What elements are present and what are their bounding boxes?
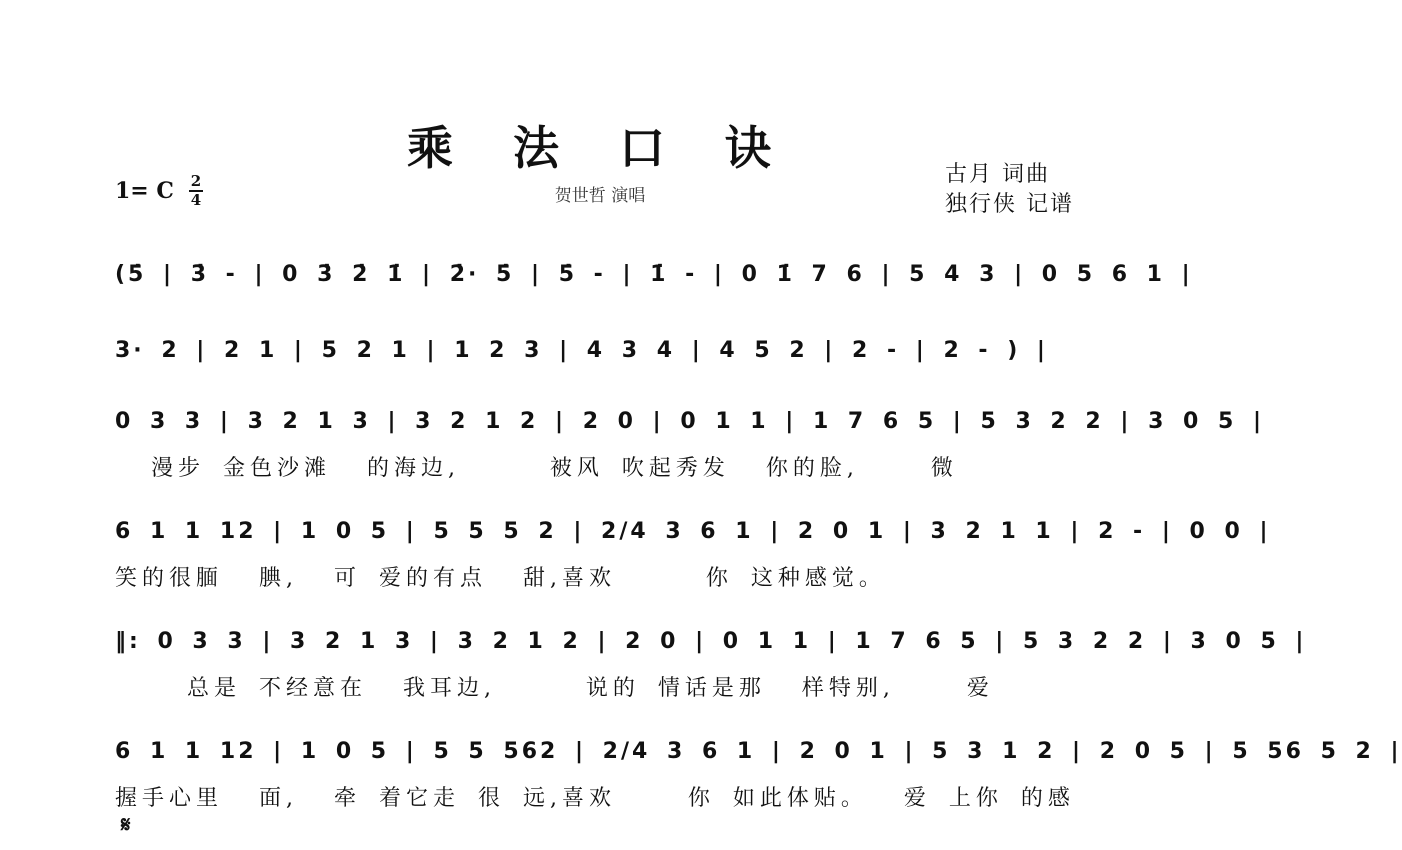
- notation-row: 3· 2 | 2 1 | 5 2 1 | 1 2 3 | 4 3 4 | 4 5 2 | 2 - | 2 - ) |: [115, 338, 1048, 363]
- singer-credit: 贺世哲 演唱: [554, 186, 646, 206]
- notation-row: 6 1 1 12 | 1 0 5 | 5 5 562 | 2/4 3 6 1 | 2 0 1 | 5 3 1 2 | 2 0 5 | 5 56 5 2 |: [115, 739, 1402, 764]
- lyric-row: 握手心里 面, 牵 着它走 很 远,喜欢 你 如此体贴。 爱 上你 的感: [115, 786, 1075, 811]
- lyric-row: 漫步 金色沙滩 的海边, 被风 吹起秀发 你的脸, 微: [115, 456, 958, 481]
- score-line-3: [115, 405, 1264, 482]
- score-line-5: [115, 625, 1307, 702]
- notation-row: ‖: 0 3 3 | 3 2 1 3 | 3 2 1 2 | 2 0 | 0 1 1 | 1 7 6 5 | 5 3 2 2 | 3 0 5 |: [115, 629, 1307, 654]
- lyric-row: 笑的很腼 腆, 可 爱的有点 甜,喜欢 你 这种感觉。: [115, 566, 886, 591]
- lyric-row: 总是 不经意在 我耳边, 说的 情话是那 样特别, 爱: [115, 676, 994, 701]
- lyricist-composer: 古月 词曲: [945, 162, 1050, 187]
- score-line-6: [115, 735, 1402, 812]
- score-line-4: [115, 515, 1271, 592]
- segno-sign: 𝄋: [121, 813, 131, 838]
- notation-row: 6 1 1 12 | 1 0 5 | 5 5 5 2 | 2/4 3 6 1 | 2 0 1 | 3 2 1 1 | 2 - | 0 0 |: [115, 519, 1271, 544]
- time-signature-bottom: 4: [190, 191, 202, 209]
- time-signature-top: 2: [190, 172, 202, 190]
- time-signature: [189, 174, 203, 208]
- score-line-2: [115, 334, 1088, 368]
- score-line-1: [115, 258, 1193, 292]
- key-signature: 1= C: [115, 178, 174, 204]
- credits: [945, 160, 1074, 220]
- transcriber: 独行侠 记谱: [945, 192, 1074, 217]
- notation-row: 0 3 3 | 3 2 1 3 | 3 2 1 2 | 2 0 | 0 1 1 | 1 7 6 5 | 5 3 2 2 | 3 0 5 |: [115, 409, 1264, 434]
- page-title: 乘 法 口 诀: [406, 121, 794, 175]
- notation-row: (5̇ | 3̇ - | 0 3̇ 2̇ 1̇ | 2̇· 5̇ | 5̇ - | 1̇ - | 0 1̇ 7 6 | 5 4 3 | 0 5 6 1 |: [115, 262, 1193, 287]
